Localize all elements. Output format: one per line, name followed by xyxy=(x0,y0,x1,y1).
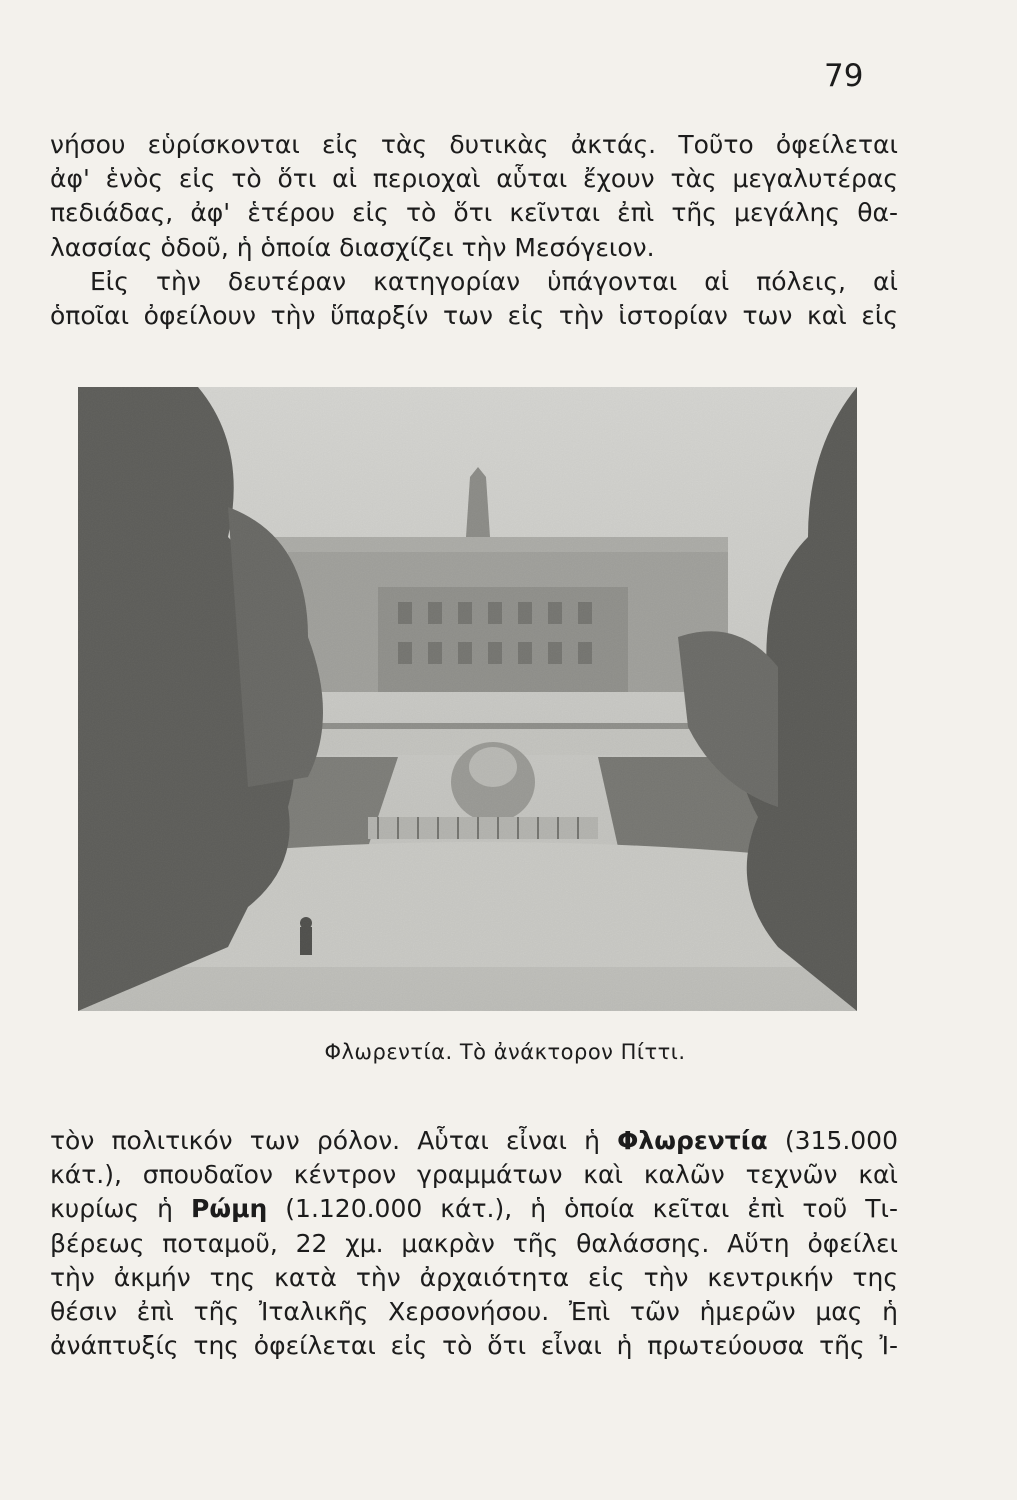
text-line: κάτ.), σπουδαῖον κέντρον γραμμάτων καὶ καλῶν τεχνῶν καὶ xyxy=(50,1160,898,1190)
pitti-palace-photo xyxy=(78,387,857,1011)
text-fragment: (1.120.000 κάτ.), ἡ ὁποία κεῖται ἐπὶ τοῦ Τι- xyxy=(267,1194,898,1224)
text-line: νήσου εὑρίσκονται εἰς τὰς δυτικὰς ἀκτάς. Τοῦτο ὀφείλεται xyxy=(50,130,898,159)
text-line: ἀνάπτυξίς της ὀφείλεται εἰς τὸ ὅτι εἶναι ἡ πρωτεύουσα τῆς Ἰ- xyxy=(50,1331,898,1361)
text-line: θέσιν ἐπὶ τῆς Ἰταλικῆς Χερσονήσου. Ἐπὶ τῶν ἡμερῶν μας ἡ xyxy=(50,1297,898,1327)
figure-caption: Φλωρεντία. Τὸ ἀνάκτορον Πίττι. xyxy=(324,1040,686,1064)
city-florence: Φλωρεντία xyxy=(617,1126,768,1155)
text-line: ἀφ' ἑνὸς εἰς τὸ ὅτι αἱ περιοχαὶ αὗται ἔχουν τὰς μεγαλυτέρας xyxy=(50,164,898,194)
text-fragment: κυρίως ἡ xyxy=(50,1194,192,1224)
text-line: λασσίας ὁδοῦ, ἡ ὁποία διασχίζει τὴν Μεσόγειον. xyxy=(50,232,655,262)
text-line: πεδιάδας, ἀφ' ἑτέρου εἰς τὸ ὅτι κεῖνται ἐπὶ τῆς μεγάλης θα- xyxy=(50,198,898,228)
text-line: Εἰς τὴν δευτέραν κατηγορίαν ὑπάγονται αἱ πόλεις, αἱ xyxy=(90,266,898,296)
text-line: βέρεως ποταμοῦ, 22 χμ. μακρὰν τῆς θαλάσσης. Αὕτη ὀφείλει xyxy=(50,1228,898,1258)
text-fragment: (315.000 xyxy=(767,1126,898,1155)
text-line xyxy=(50,1124,898,1158)
text-fragment: τὸν πολιτικόν των ρόλον. Αὗται εἶναι ἡ xyxy=(50,1126,618,1155)
city-rome: Ρώμη xyxy=(191,1194,268,1224)
page-number: 79 xyxy=(824,58,864,94)
paragraph-bottom xyxy=(50,1124,898,1363)
paragraph-top xyxy=(50,128,898,333)
text-line: τὴν ἀκμήν της κατὰ τὴν ἀρχαιότητα εἰς τὴν κεντρικήν της xyxy=(50,1262,898,1292)
text-line: ὁποῖαι ὀφείλουν τὴν ὕπαρξίν των εἰς τὴν ἱστορίαν των καὶ εἰς xyxy=(50,301,898,331)
text-line xyxy=(50,1192,898,1226)
